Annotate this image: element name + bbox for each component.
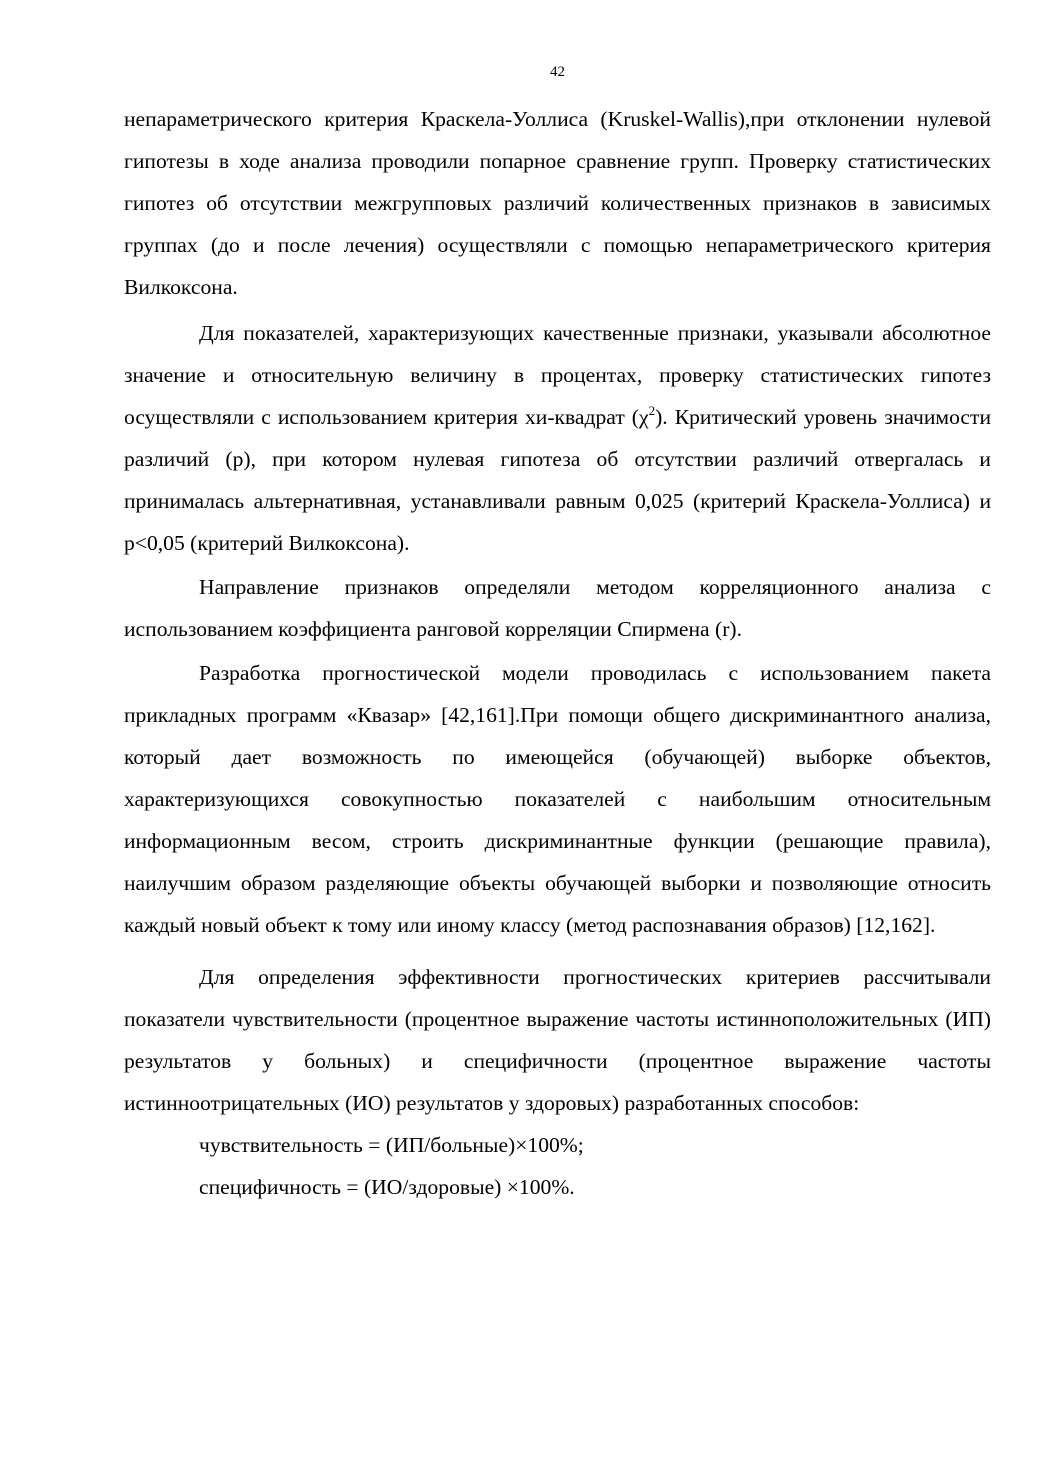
paragraph-prognostic-model: Разработка прогностической модели проводилась с использованием пакета прикладных программ «Квазар» [42,161].При помощи общего дискриминантного анализа, который дает возможность по имеющейся (обучающей) выборке объектов, характеризующихся совокупностью показателей с наибольшим относительным информационным весом, строить дискриминантные функции (решающие правила), наилучшим образом разделяющие объекты обучающей выборки и позволяющие относить каждый новый объект к тому или иному классу (метод распознавания образов) [12,162].	[124, 661, 991, 937]
paragraph-efficiency: Для определения эффективности прогностических критериев рассчитывали показатели чувствительности (процентное выражение частоты истинноположительных (ИП) результатов у больных) и специфичности (процентное выражение частоты истинноотрицательных (ИО) результатов у здоровых) разработанных способов:	[124, 965, 991, 1115]
paragraph-text-start: Для показателей, характеризующих качественные признаки, указывали абсолютное значение и относительную величину в процентах, проверку статистических гипотез осуществляли с использованием критерия хи-квадрат (χ	[124, 321, 991, 429]
paragraph-qualitative-indicators	[124, 312, 991, 564]
page-number: 42	[550, 64, 565, 80]
formula-sensitivity: чувствительность = (ИП/больные)×100%;	[199, 1133, 584, 1157]
paragraph-correlation: Направление признаков определяли методом корреляционного анализа с использованием коэффициента ранговой корреляции Спирмена (r).	[124, 575, 991, 641]
paragraph-continuation: непараметрического критерия Краскела-Уоллиса (Kruskel-Wallis),при отклонении нулевой гипотезы в ходе анализа проводили попарное сравнение групп. Проверку статистических гипотез об отсутствии межгрупповых различий количественных признаков в зависимых группах (до и после лечения) осуществляли с помощью непараметрического критерия Вилкоксона.	[124, 107, 991, 299]
document-body	[124, 98, 991, 1208]
superscript: 2	[648, 402, 656, 418]
paragraph-text-end: ). Критический уровень значимости различий (р), при котором нулевая гипотеза об отсутствии различий отвергалась и принималась альтернативная, устанавливали равным 0,025 (критерий Краскела-Уоллиса) и р<0,05 (критерий Вилкоксона).	[124, 405, 992, 555]
formula-specificity: специфичность = (ИО/здоровые) ×100%.	[199, 1175, 575, 1199]
